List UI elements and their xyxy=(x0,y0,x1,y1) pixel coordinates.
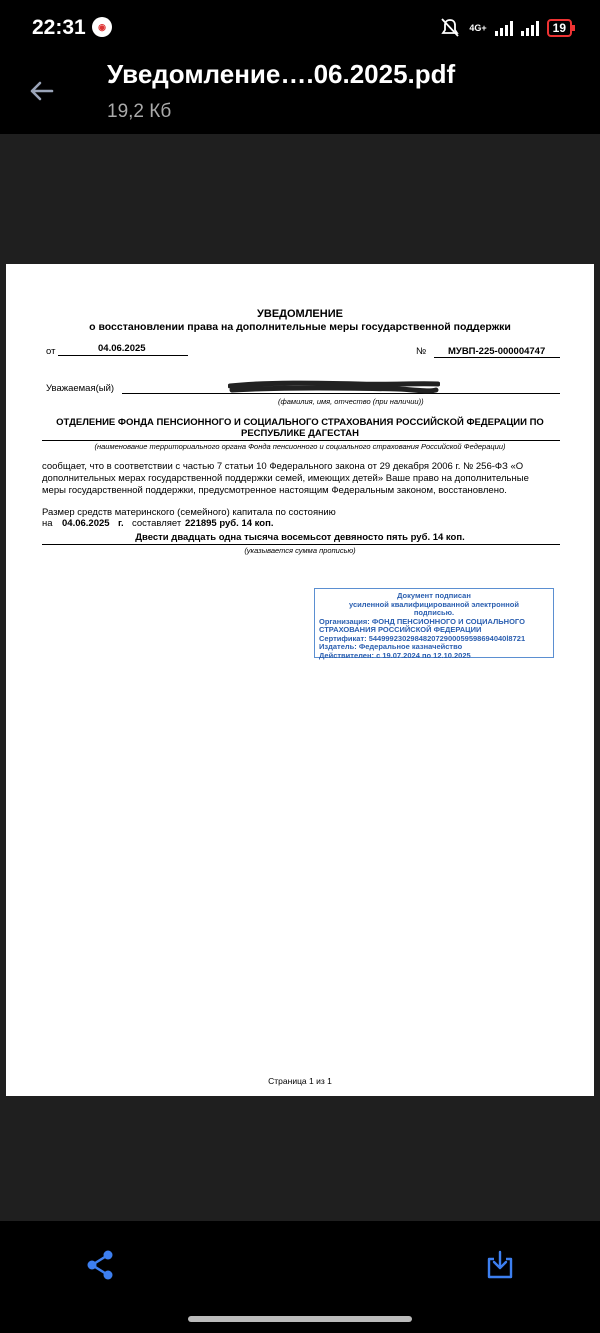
signature-org-1: Организация: ФОНД ПЕНСИОННОГО И СОЦИАЛЬНОГО xyxy=(319,616,525,626)
number-underline xyxy=(434,357,560,358)
org-underline xyxy=(42,440,560,441)
status-icons xyxy=(439,17,572,39)
amount-hint: (указывается сумма прописью) xyxy=(244,546,356,555)
pdf-page xyxy=(6,264,594,1096)
bottom-toolbar xyxy=(0,1221,600,1333)
org-name-line1: ОТДЕЛЕНИЕ ФОНДА ПЕНСИОННОГО И СОЦИАЛЬНОГО СТРАХОВАНИЯ РОССИЙСКОЙ ФЕДЕРАЦИИ ПО xyxy=(56,417,544,428)
capital-label: Размер средств материнского (семейного) капитала по состоянию xyxy=(42,507,336,518)
e-signature-stamp xyxy=(314,588,554,658)
home-indicator[interactable] xyxy=(188,1316,412,1322)
redaction-scribble xyxy=(228,380,440,394)
signal-icon xyxy=(495,20,513,36)
amount-value: 221895 руб. 14 коп. xyxy=(185,518,274,529)
share-icon[interactable] xyxy=(84,1249,116,1281)
signature-title-1: Документ подписан xyxy=(397,591,471,600)
signal-icon-2 xyxy=(521,20,539,36)
network-type: 4G+ xyxy=(469,22,487,33)
pdf-viewer[interactable] xyxy=(0,134,600,1221)
signature-certificate: Сертификат: 544999230298482072900059598694040l8721 xyxy=(319,633,526,643)
salutation: Уважаемая(ый) xyxy=(46,383,115,394)
body-line-3: меры государственной поддержки, предусмотренное настоящим Федеральным законом, восстановлено. xyxy=(42,485,507,496)
notification-app-icon: ◉ xyxy=(92,17,112,37)
name-hint: (фамилия, имя, отчество (при наличии)) xyxy=(278,397,424,406)
download-icon[interactable] xyxy=(484,1249,516,1281)
body-line-1: сообщает, что в соответствии с частью 7 статьи 10 Федерального закона от 29 декабря 2006 г. № 256-ФЗ «О xyxy=(42,461,524,472)
date-underline xyxy=(58,355,188,356)
signature-valid: Действителен: с 19.07.2024 по 12.10.2025 xyxy=(319,650,471,660)
signature-org-2: СТРАХОВАНИЯ РОССИЙСКОЙ ФЕДЕРАЦИИ xyxy=(319,625,482,634)
battery-icon: 19 xyxy=(547,19,572,37)
file-title: Уведомление….06.2025.pdf xyxy=(107,59,456,89)
amounts-label: составляет xyxy=(132,518,182,529)
year-suffix: г. xyxy=(118,518,124,529)
date-label: от xyxy=(46,346,56,357)
body-line-2: дополнительных мерах государственной поддержки семей, имеющих детей» Ваше право на дополнительные xyxy=(42,473,529,484)
page-footer: Страница 1 из 1 xyxy=(268,1076,332,1086)
silent-bell-icon xyxy=(439,18,461,38)
number-value: МУВП-225-000004747 xyxy=(448,346,546,357)
signature-title-2: усиленной квалифицированной электронной xyxy=(349,599,519,609)
doc-subheading: о восстановлении права на дополнительные меры государственной поддержки xyxy=(89,321,511,333)
status-bar xyxy=(0,0,600,56)
capital-date: 04.06.2025 xyxy=(62,518,110,529)
doc-heading: УВЕДОМЛЕНИЕ xyxy=(257,308,343,320)
number-label: № xyxy=(416,346,427,357)
status-time: 22:31 xyxy=(32,16,86,39)
org-hint: (наименование территориального органа Фонда пенсионного и социального страхования Российской Федерации) xyxy=(94,442,506,451)
date-value: 04.06.2025 xyxy=(98,343,146,354)
amount-underline xyxy=(42,544,560,545)
on-label: на xyxy=(42,518,53,529)
signature-title-3: подписью. xyxy=(413,608,455,617)
back-arrow-icon[interactable] xyxy=(26,76,56,106)
amount-words: Двести двадцать одна тысяча восемьсот девяносто пять руб. 14 коп. xyxy=(135,532,465,543)
org-name-line2: РЕСПУБЛИКЕ ДАГЕСТАН xyxy=(240,428,360,439)
viewer-header xyxy=(0,56,600,134)
file-size: 19,2 Кб xyxy=(107,101,172,122)
signature-issuer: Издатель: Федеральное казначейство xyxy=(319,642,463,651)
